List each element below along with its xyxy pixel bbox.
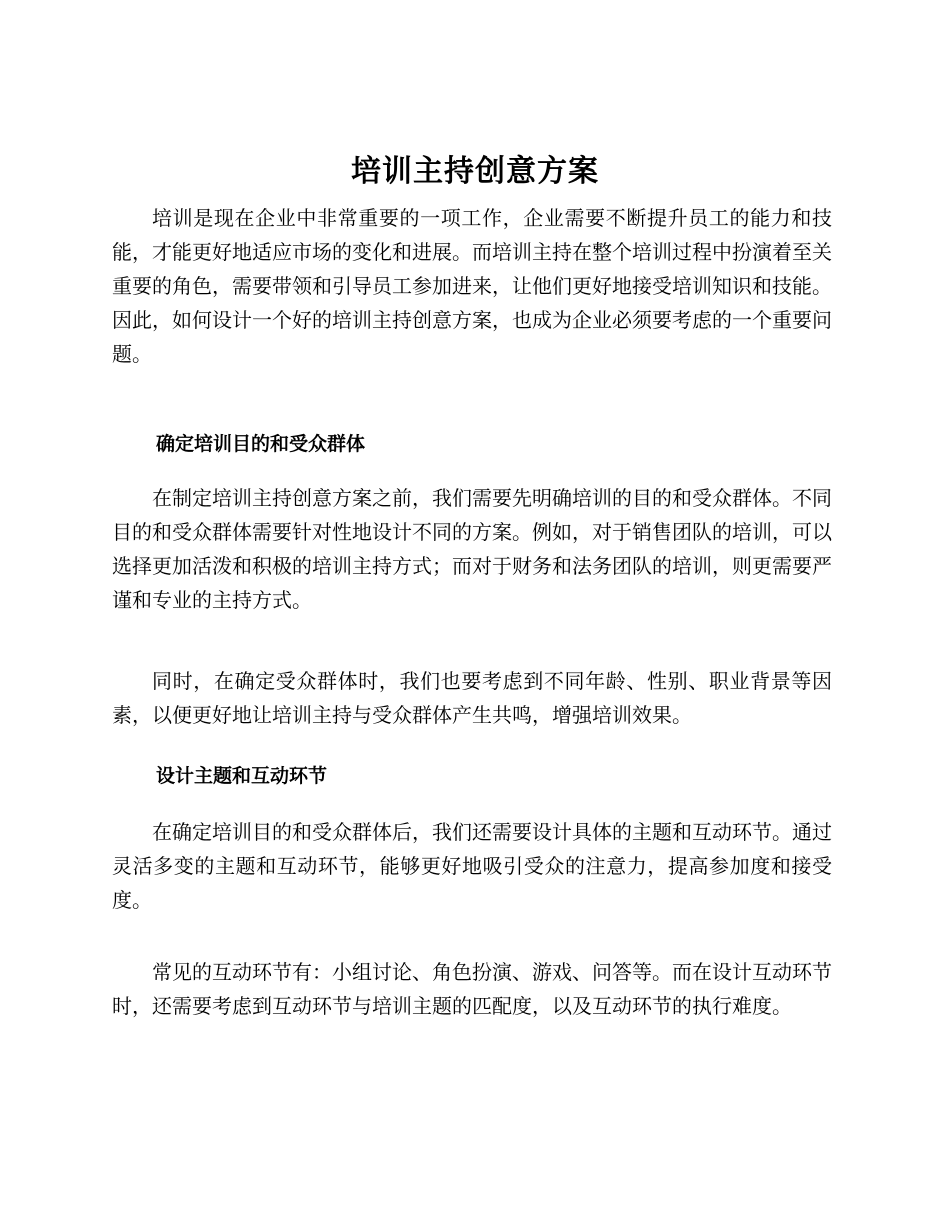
paragraph-themes-design: 在确定培训目的和受众群体后，我们还需要设计具体的主题和互动环节。通过灵活多变的主题和互动环节，能够更好地吸引受众的注意力，提高参加度和接受度。 (112, 820, 832, 912)
section-heading-audience: 确定培训目的和受众群体 (156, 433, 366, 455)
paragraph-audience-purpose: 在制定培训主持创意方案之前，我们需要先明确培训的目的和受众群体。不同目的和受众群体需要针对性地设计不同的方案。例如，对于销售团队的培训，可以选择更加活泼和积极的培训主持方式；而对于财务和法务团队的培训，则更需要严谨和专业的主持方式。 (112, 486, 832, 612)
paragraph-audience-factors: 同时，在确定受众群体时，我们也要考虑到不同年龄、性别、职业背景等因素，以便更好地让培训主持与受众群体产生共鸣，增强培训效果。 (112, 669, 832, 727)
paragraph-interactive-types: 常见的互动环节有：小组讨论、角色扮演、游戏、问答等。而在设计互动环节时，还需要考虑到互动环节与培训主题的匹配度，以及互动环节的执行难度。 (112, 960, 832, 1018)
section-heading-themes: 设计主题和互动环节 (156, 765, 328, 787)
document-title: 培训主持创意方案 (351, 154, 599, 189)
paragraph-intro: 培训是现在企业中非常重要的一项工作，企业需要不断提升员工的能力和技能，才能更好地适应市场的变化和进展。而培训主持在整个培训过程中扮演着至关重要的角色，需要带领和引导员工参加进来，让他们更好地接受培训知识和技能。因此，如何设计一个好的培训主持创意方案，也成为企业必须要考虑的一个重要问题。 (112, 206, 832, 366)
